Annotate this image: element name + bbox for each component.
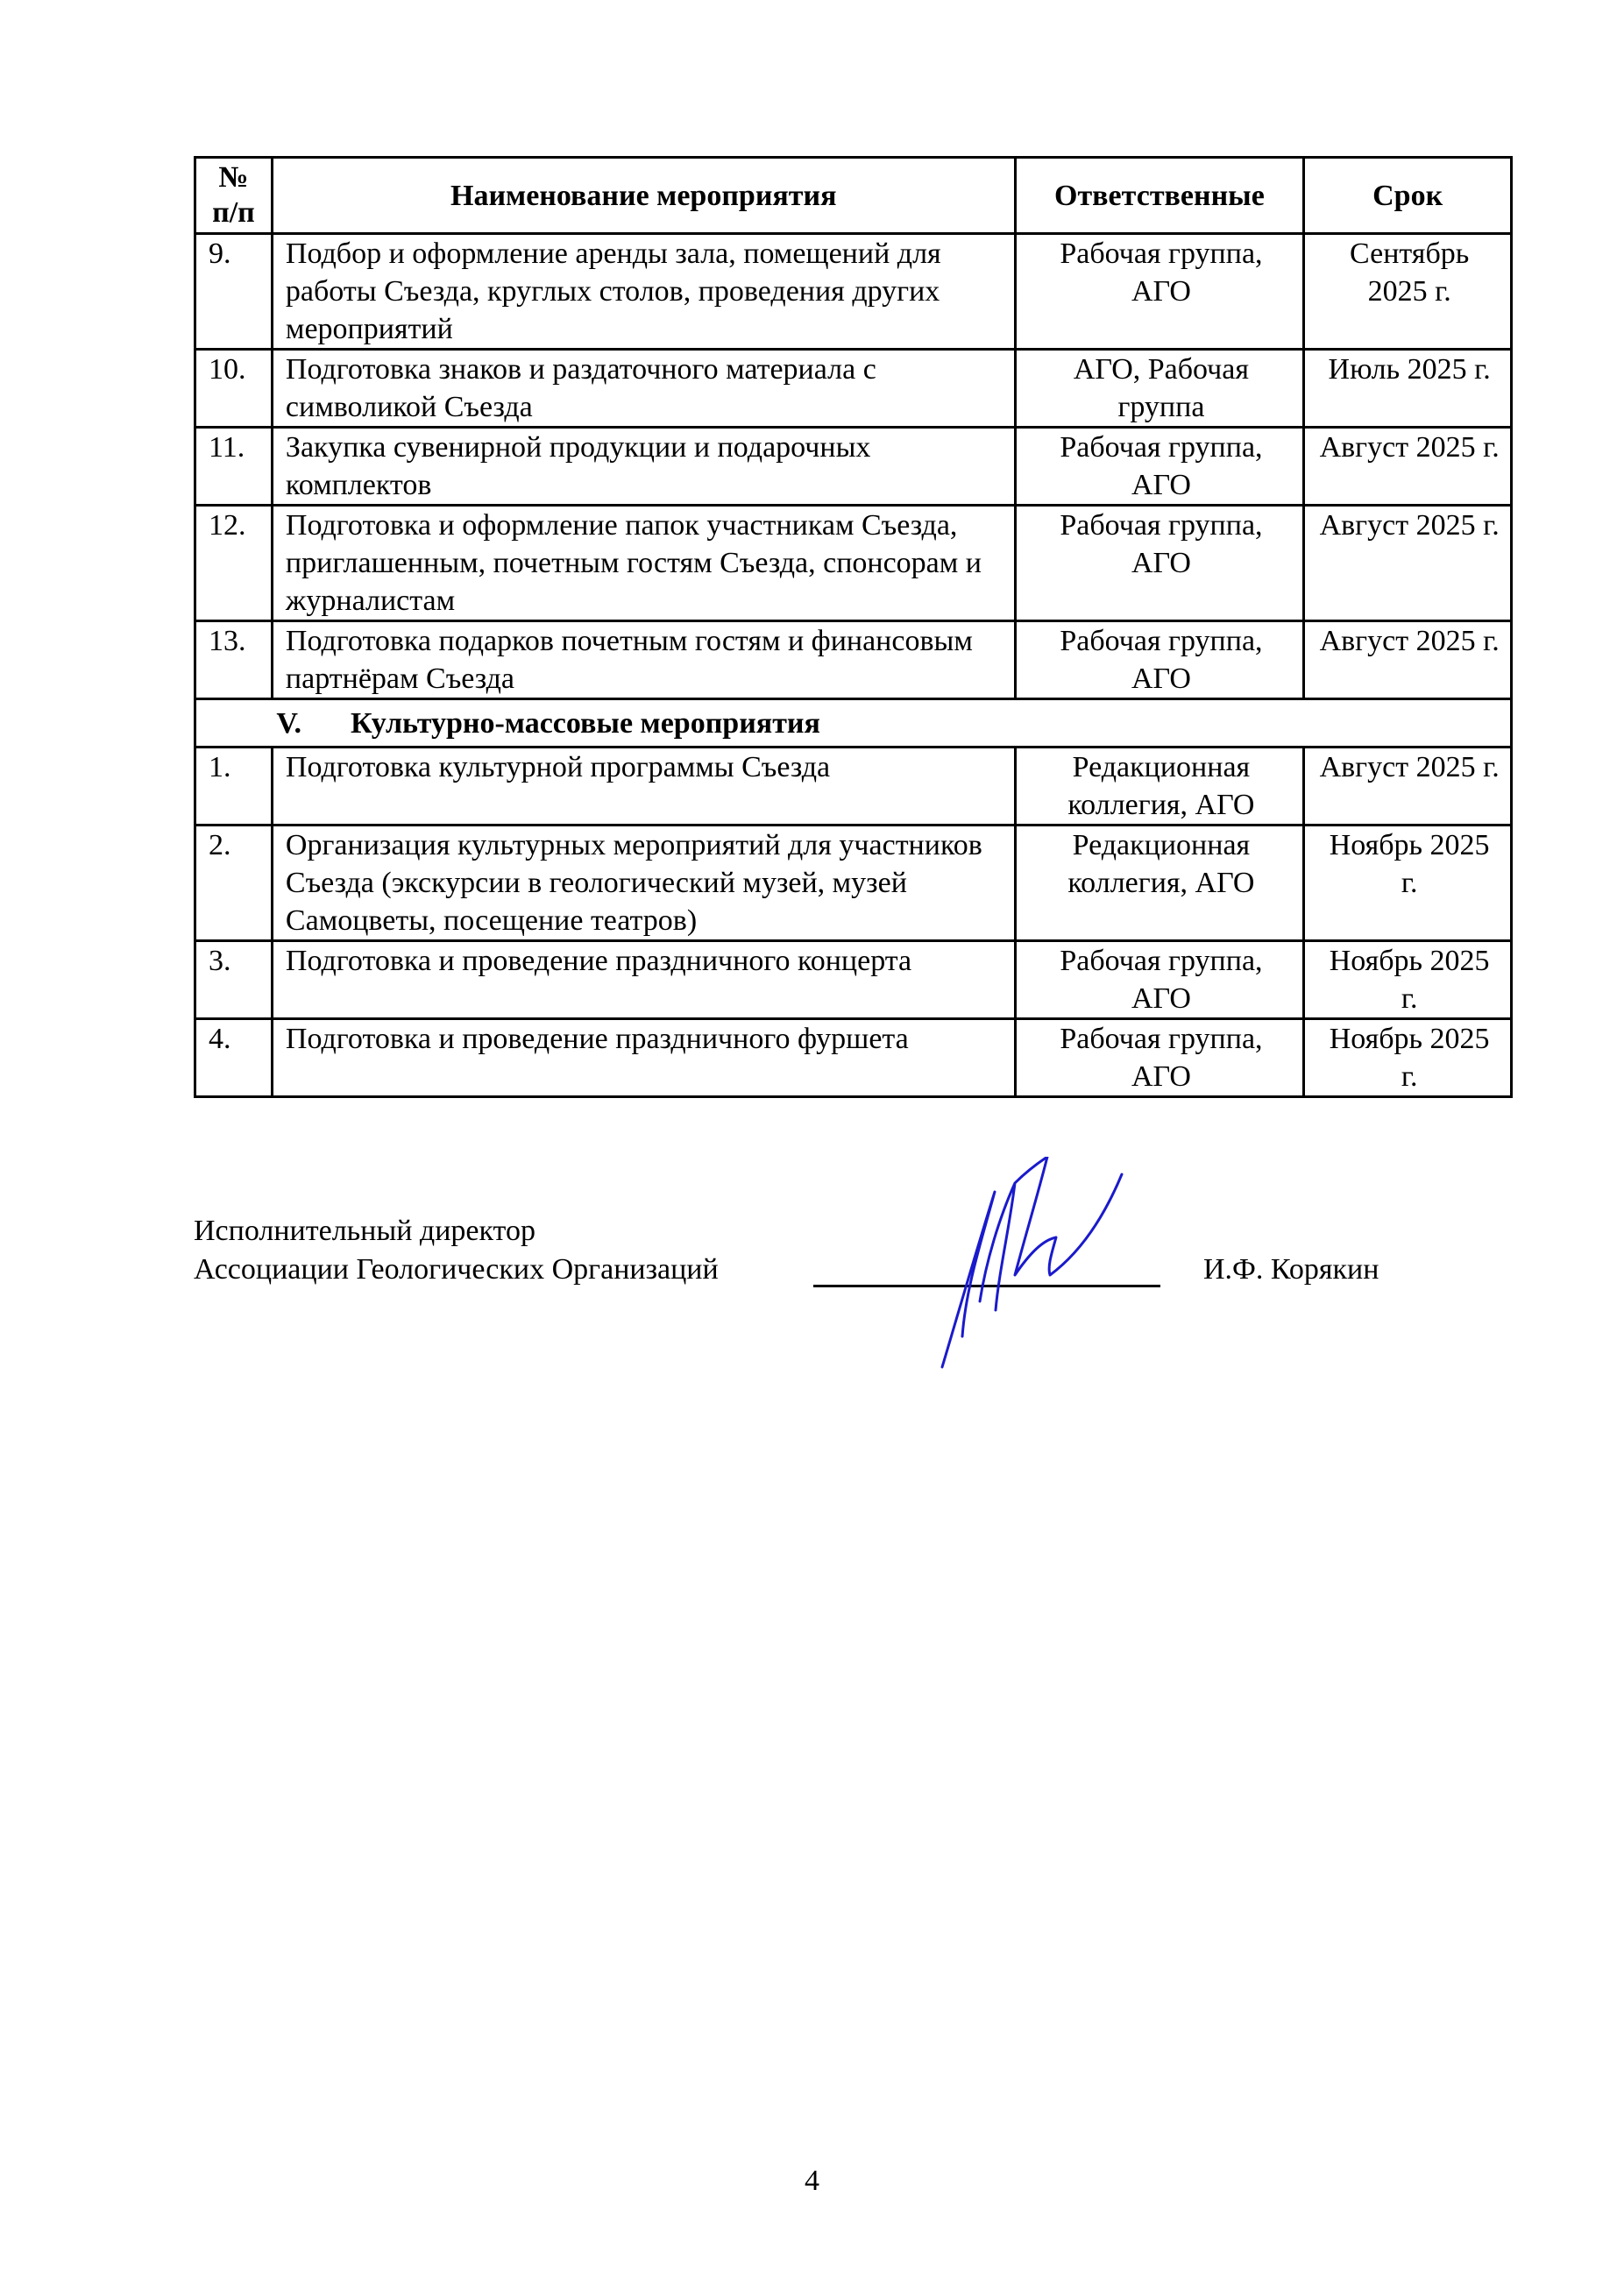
row-term: Август 2025 г.: [1304, 428, 1512, 506]
row-number: 3.: [195, 941, 273, 1019]
table-row: [195, 621, 1512, 699]
row-term: Август 2025 г.: [1304, 748, 1512, 826]
row-number: 4.: [195, 1019, 273, 1097]
header-number-symbol: №: [218, 161, 249, 194]
table-row: [195, 506, 1512, 621]
section-number: V.: [276, 706, 301, 740]
row-event-name: Подготовка знаков и раздаточного материала с символикой Съезда: [272, 350, 1015, 428]
signer-position-line1: Исполнительный директор: [194, 1215, 535, 1247]
row-term: Август 2025 г.: [1304, 506, 1512, 621]
row-number: 13.: [195, 621, 273, 699]
table-row: [195, 428, 1512, 506]
row-event-name: Закупка сувенирной продукции и подарочных комплектов: [272, 428, 1015, 506]
header-term: Срок: [1304, 158, 1512, 234]
row-responsible: Рабочая группа, АГО: [1015, 1019, 1304, 1097]
row-responsible: АГО, Рабочая группа: [1015, 350, 1304, 428]
row-responsible: Рабочая группа, АГО: [1015, 941, 1304, 1019]
header-number-abbr: п/п: [212, 196, 255, 229]
row-term: Ноябрь 2025 г.: [1304, 826, 1512, 941]
table-header-row: [195, 158, 1512, 234]
row-event-name: Подбор и оформление аренды зала, помещений для работы Съезда, круглых столов, проведения других мероприятий: [272, 234, 1015, 350]
row-number: 12.: [195, 506, 273, 621]
table-row: [195, 748, 1512, 826]
section-row: [195, 699, 1512, 748]
table-row: [195, 350, 1512, 428]
row-responsible: Редакционная коллегия, АГО: [1015, 748, 1304, 826]
row-term: Август 2025 г.: [1304, 621, 1512, 699]
row-responsible: Рабочая группа, АГО: [1015, 506, 1304, 621]
signer-name: И.Ф. Корякин: [1203, 1253, 1379, 1286]
row-number: 9.: [195, 234, 273, 350]
handwritten-signature: [911, 1157, 1166, 1376]
row-event-name: Подготовка культурной программы Съезда: [272, 748, 1015, 826]
row-number: 11.: [195, 428, 273, 506]
table-row: [195, 941, 1512, 1019]
signer-position: [194, 1212, 719, 1289]
row-term: Июль 2025 г.: [1304, 350, 1512, 428]
row-number: 10.: [195, 350, 273, 428]
row-number: 1.: [195, 748, 273, 826]
table-row: [195, 1019, 1512, 1097]
header-number: [195, 158, 273, 234]
row-event-name: Подготовка и проведение праздничного концерта: [272, 941, 1015, 1019]
section-title: Культурно-массовые мероприятия: [351, 706, 820, 740]
table-row: [195, 826, 1512, 941]
row-responsible: Рабочая группа, АГО: [1015, 428, 1304, 506]
row-responsible: Рабочая группа, АГО: [1015, 621, 1304, 699]
row-event-name: Организация культурных мероприятий для участников Съезда (экскурсии в геологический музей, музей Самоцветы, посещение театров): [272, 826, 1015, 941]
row-responsible: Рабочая группа, АГО: [1015, 234, 1304, 350]
row-term: Ноябрь 2025 г.: [1304, 1019, 1512, 1097]
row-term: Ноябрь 2025 г.: [1304, 941, 1512, 1019]
page-number: 4: [805, 2165, 819, 2197]
signer-position-line2: Ассоциации Геологических Организаций: [194, 1253, 719, 1286]
row-event-name: Подготовка подарков почетным гостям и финансовым партнёрам Съезда: [272, 621, 1015, 699]
row-event-name: Подготовка и проведение праздничного фуршета: [272, 1019, 1015, 1097]
table-row: [195, 234, 1512, 350]
row-event-name: Подготовка и оформление папок участникам Съезда, приглашенным, почетным гостям Съезда, спонсорам и журналистам: [272, 506, 1015, 621]
row-responsible: Редакционная коллегия, АГО: [1015, 826, 1304, 941]
row-number: 2.: [195, 826, 273, 941]
header-responsible: Ответственные: [1015, 158, 1304, 234]
events-table: [194, 156, 1513, 1098]
section-heading: [195, 699, 1512, 748]
header-event-name: Наименование мероприятия: [272, 158, 1015, 234]
row-term: Сентябрь 2025 г.: [1304, 234, 1512, 350]
